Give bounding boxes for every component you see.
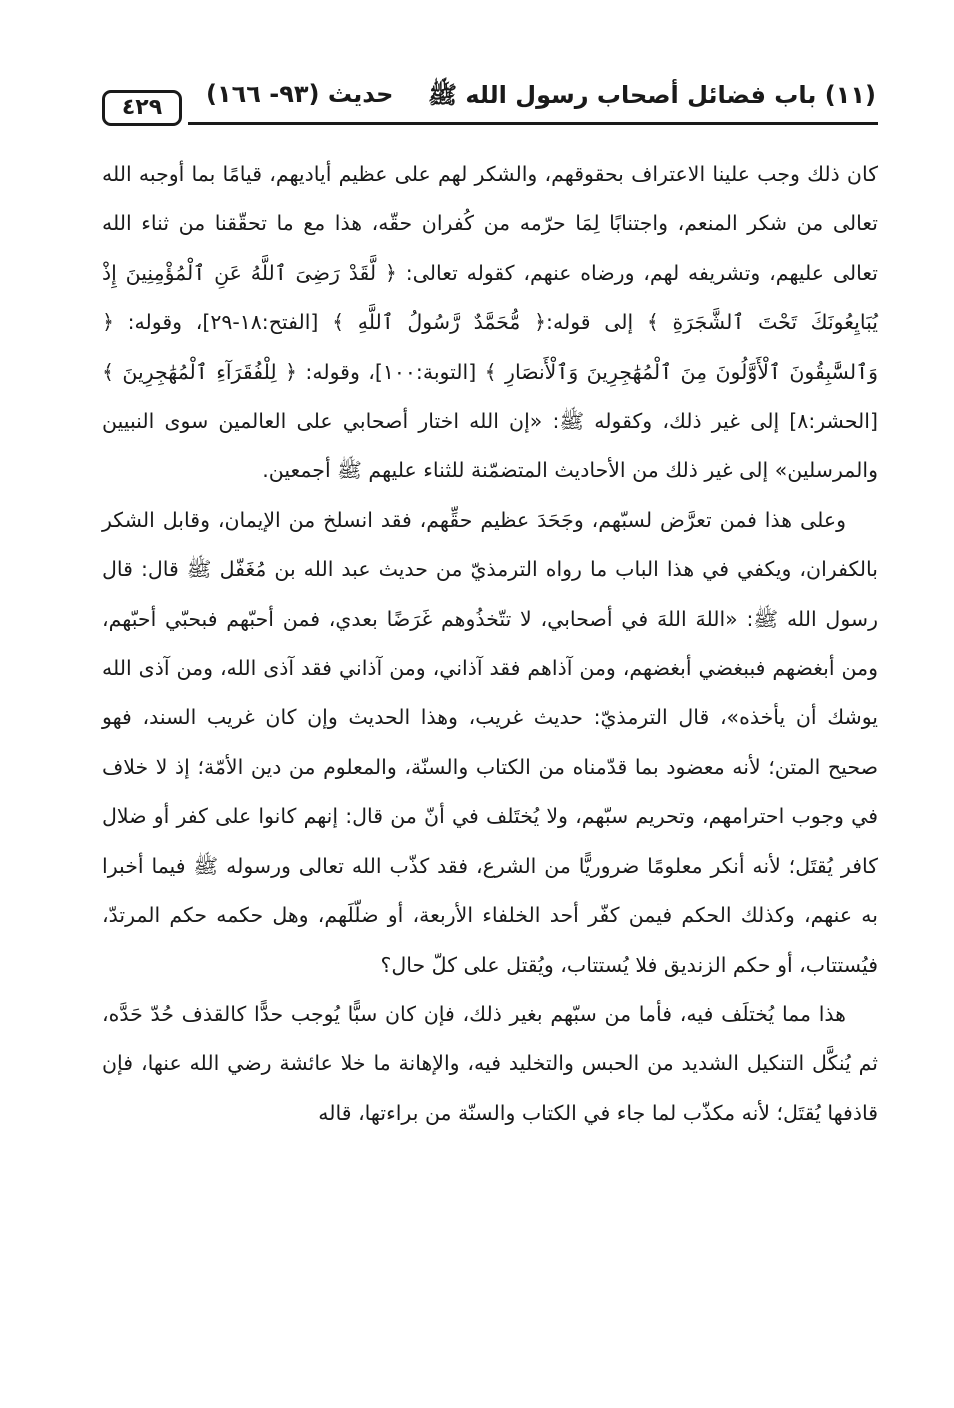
paragraph: كان ذلك وجب علينا الاعتراف بحقوقهم، والشكر لهم على عظيم أياديهم، قيامًا بما أوجبه الله تعالى من شكر المنعم، واجتنابًا لِمَا حرّمه من كُفران حقّه، هذا مع ما تحقّقنا من ثناء الله تعالى عليهم، وتشريفه لهم، ورضاه عنهم، كقوله تعالى: ﴿ لَّقَدْ رَضِىَ ٱللَّهُ عَنِ ٱلْمُؤْمِنِينَ إِذْ يُبَايِعُونَكَ تَحْتَ ٱلشَّجَرَةِ ﴾ إلى قوله:﴿ مُّحَمَّدٌ رَّسُولُ ٱللَّهِ ﴾ [الفتح:١٨-٢٩]، وقوله: ﴿ وَٱلسَّٰبِقُونَ ٱلْأَوَّلُونَ مِنَ ٱلْمُهَٰجِرِينَ وَٱلْأَنصَارِ ﴾ [التوبة:١٠٠]، وقوله: ﴿ لِلْفُقَرَآءِ ٱلْمُهَٰجِرِينَ ﴾ [الحشر:٨] إلى غير ذلك، وكقوله ﷺ: «إن الله اختار أصحابي على العالمين سوى النبيين والمرسلين» إلى غير ذلك من الأحاديث المتضمّنة للثناء عليهم ﷺ أجمعين. <box>102 162 878 483</box>
paragraph: هذا مما يُختلَف فيه، فأما من سبّهم بغير ذلك، فإن كان سبًّا يُوجب حدًّا كالقذف حُدّ حَدَّه، ثم يُنكَّل التنكيل الشديد من الحبس والتخليد فيه، والإهانة ما خلا عائشة رضي الله عنها، فإن قاذفها يُقتَل؛ لأنه مكذّب لما جاء في الكتاب والسنّة من براءتها، قاله <box>102 1001 878 1125</box>
header-rule <box>188 122 878 125</box>
page-header <box>102 78 878 128</box>
body-text <box>102 150 878 1138</box>
page-number-badge: ٤٢٩ <box>102 90 182 126</box>
chapter-title: (١١) باب فضائل أصحاب رسول الله ﷺ <box>427 81 876 109</box>
hadith-range: حديث (٩٣- ١٦٦) <box>206 80 394 108</box>
paragraph: وعلى هذا فمن تعرَّض لسبّهم، وجَحَدَ عظيم حقِّهم، فقد انسلخ من الإيمان، وقابل الشكر بالكفران، ويكفي في هذا الباب ما رواه الترمذيّ من حديث عبد الله بن مُغَفّل ﷺ قال: قال رسول الله ﷺ: «اللهَ اللهَ في أصحابي، لا تتّخذُوهم غَرَضًا بعدي، فمن أحبّهم فبحبّي أحبّهم، ومن أبغضهم فببغضي أبغضهم، ومن آذاهم فقد آذاني، ومن آذاني فقد آذى الله، ومن آذى الله يوشك أن يأخذه»، قال الترمذيّ: حديث غريب، وهذا الحديث وإن كان غريب السند، فهو صحيح المتن؛ لأنه معضود بما قدّمناه من الكتاب والسنّة، والمعلوم من دين الأمّة؛ إذ لا خلاف في وجوب احترامهم، وتحريم سبّهم، ولا يُختَلف في أنّ من قال: إنهم كانوا على كفر أو ضلال كافر يُقتَل؛ لأنه أنكر معلومًا ضروريًّا من الشرع، فقد كذّب الله تعالى ورسوله ﷺ فيما أخبرا به عنهم، وكذلك الحكم فيمن كفّر أحد الخلفاء الأربعة، أو ضلّلَهم، وهل حكمه حكم المرتدّ، فيُستتاب، أو حكم الزنديق فلا يُستتاب، ويُقتل على كلّ حال؟ <box>102 507 878 977</box>
